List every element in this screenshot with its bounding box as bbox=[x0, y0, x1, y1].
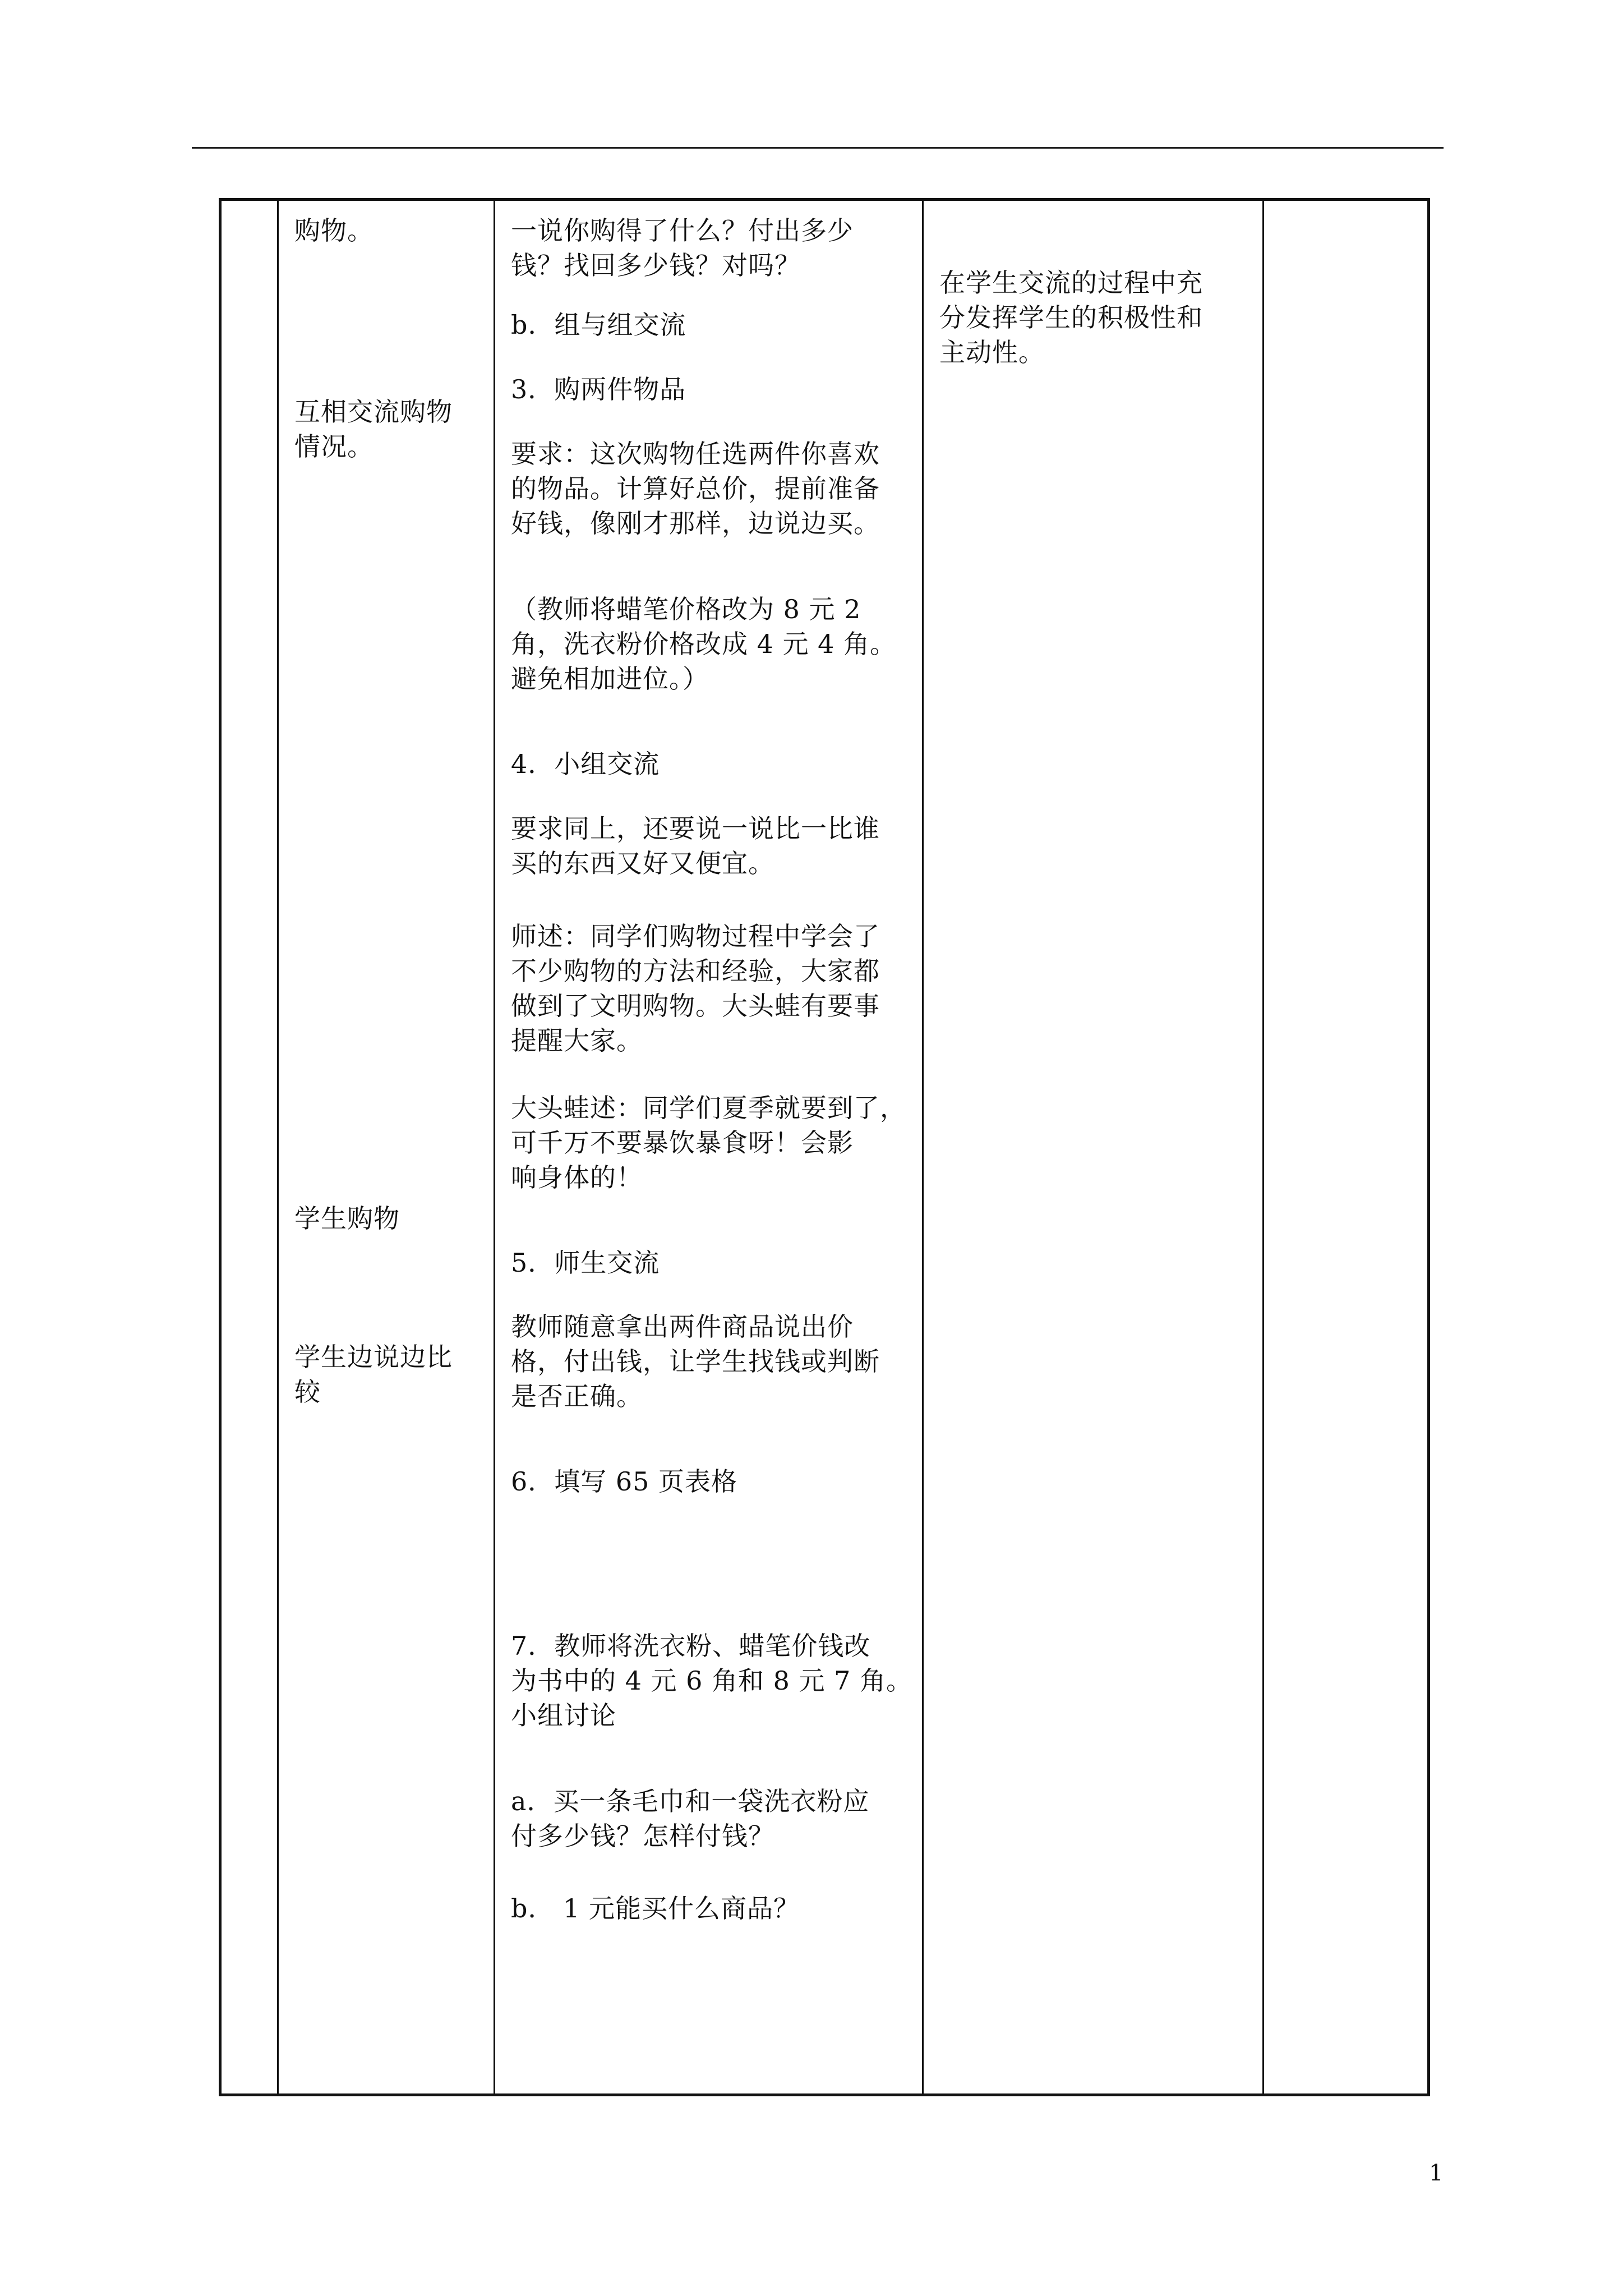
page-number: 1 bbox=[1429, 2160, 1444, 2186]
process-paragraph: 4．小组交流 bbox=[511, 749, 660, 779]
process-paragraph: 6．填写 65 页表格 bbox=[511, 1466, 738, 1497]
process-paragraph: b．组与组交流 bbox=[511, 310, 686, 340]
process-paragraph: b． 1 元能买什么商品？ bbox=[511, 1893, 800, 1924]
table-column-notes bbox=[1264, 201, 1430, 2093]
table-column-design-intent bbox=[924, 201, 1264, 2093]
process-paragraph: 7．教师将洗衣粉、蜡笔价钱改 为书中的 4 元 6 角和 8 元 7 角。 小组讨论 bbox=[511, 1631, 913, 1731]
header-rule bbox=[192, 147, 1444, 149]
process-paragraph: 师述：同学们购物过程中学会了 不少购物的方法和经验，大家都 做到了文明购物。大头蛙有要事 提醒大家。 bbox=[511, 921, 880, 1056]
process-paragraph: 要求：这次购物任选两件你喜欢 的物品。计算好总价，提前准备 好钱，像刚才那样，边说边买。 bbox=[511, 439, 880, 539]
process-paragraph: 大头蛙述：同学们夏季就要到了， 可千万不要暴饮暴食呀！会影 响身体的！ bbox=[511, 1093, 906, 1193]
process-paragraph: 一说你购得了什么？付出多少 钱？找回多少钱？对吗？ bbox=[511, 215, 854, 280]
process-paragraph: 教师随意拿出两件商品说出价 格，付出钱，让学生找钱或判断 是否正确。 bbox=[511, 1312, 880, 1411]
lesson-plan-table bbox=[219, 198, 1430, 2096]
process-paragraph: a．买一条毛巾和一袋洗衣粉应 付多少钱？怎样付钱？ bbox=[511, 1786, 870, 1851]
table-column-section bbox=[222, 201, 279, 2093]
process-paragraph: 3．购两件物品 bbox=[511, 374, 686, 404]
activity-text: 学生购物 bbox=[294, 1203, 400, 1234]
table-column-teaching-process bbox=[495, 201, 924, 2093]
process-paragraph: 要求同上，还要说一说比一比谁 买的东西又好又便宜。 bbox=[511, 813, 880, 878]
table-column-student-activity bbox=[279, 201, 495, 2093]
process-paragraph: （教师将蜡笔价格改为 8 元 2 角，洗衣粉价格改成 4 元 4 角。 避免相加进位。） bbox=[511, 594, 897, 694]
activity-text: 互相交流购物 情况。 bbox=[294, 397, 453, 462]
process-paragraph: 5．师生交流 bbox=[511, 1248, 660, 1278]
activity-text: 购物。 bbox=[294, 215, 374, 246]
design-intent-text: 在学生交流的过程中充 分发挥学生的积极性和 主动性。 bbox=[939, 268, 1203, 367]
activity-text: 学生边说边比 较 bbox=[294, 1342, 453, 1407]
